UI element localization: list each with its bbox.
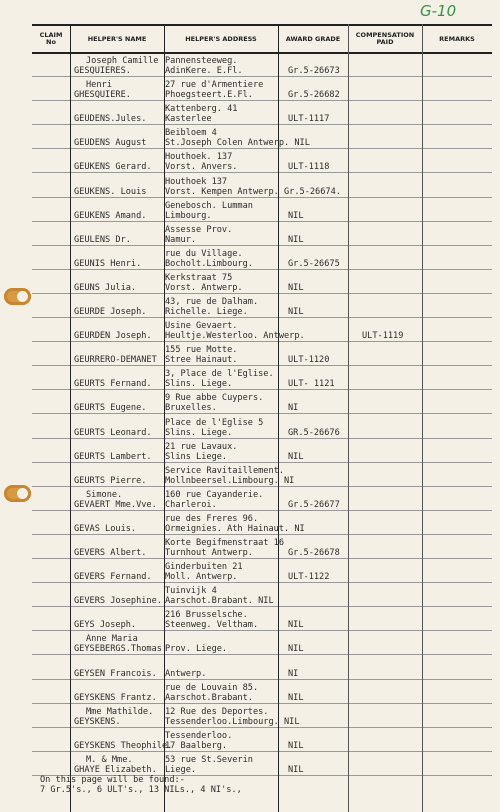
award-grade-cell-text: NIL bbox=[288, 210, 304, 221]
helper-address-cell-text: Kasterlee bbox=[165, 114, 212, 125]
award-grade-cell bbox=[288, 293, 348, 318]
helper-address-cell bbox=[165, 606, 278, 631]
helper-address-cell-text: Heultje.Westerloo. Antwerp. bbox=[165, 331, 305, 342]
helper-name-cell-text: GEYSKENS Theophile. bbox=[74, 740, 173, 751]
binder-hole bbox=[4, 485, 31, 502]
helper-name-cell-text: GHAYE Elizabeth. bbox=[74, 764, 157, 775]
helper-name-cell bbox=[74, 173, 164, 198]
award-grade-cell-text: ULT- 1121 bbox=[288, 379, 335, 390]
award-grade-cell bbox=[288, 655, 348, 680]
award-grade-cell bbox=[288, 100, 348, 125]
helper-address-cell-text: Limbourg. bbox=[165, 210, 212, 221]
table-row bbox=[32, 438, 492, 463]
helper-address-cell-text: Richelle. Liege. bbox=[165, 307, 248, 318]
helper-address-cell bbox=[165, 245, 278, 270]
helper-address-cell bbox=[165, 173, 341, 198]
helper-address-cell-text: Antwerp. bbox=[165, 668, 207, 679]
helper-address-cell-text: Service Ravitaillement. bbox=[165, 465, 284, 476]
table-header bbox=[32, 24, 492, 54]
helper-address-cell-text: rue du Village. bbox=[165, 248, 243, 259]
helper-address-cell-text: Genebosch. Lumman bbox=[165, 200, 253, 211]
helper-address-cell bbox=[165, 727, 278, 752]
compensation-cell bbox=[362, 462, 422, 487]
helper-name-cell-text: GEYSKENS Frantz. bbox=[74, 692, 157, 703]
helper-address-cell-text: Mollnbeersel.Limbourg. NI bbox=[165, 475, 295, 486]
helper-name-cell-text: Mme Mathilde. bbox=[86, 706, 154, 717]
award-grade-cell bbox=[288, 173, 348, 198]
helper-address-cell-text: 43, rue de Dalham. bbox=[165, 297, 259, 308]
helper-address-cell bbox=[165, 703, 300, 728]
helper-name-cell-text: GEYSKENS. bbox=[74, 716, 121, 727]
compensation-cell bbox=[362, 510, 422, 535]
helper-address-cell-text: St.Joseph Colen Antwerp. NIL bbox=[165, 138, 310, 149]
helper-address-cell-text: 160 rue Cayanderie. bbox=[165, 489, 264, 500]
helper-name-cell-text: GEYSEN Francois. bbox=[74, 668, 157, 679]
table-row bbox=[32, 558, 492, 583]
helper-name-cell-text: GEUKENS. Louis bbox=[74, 186, 147, 197]
helper-address-cell bbox=[165, 365, 278, 390]
award-grade-cell-text: NIL bbox=[288, 282, 304, 293]
helper-address-cell-text: 3, Place de l'Eglise. bbox=[165, 369, 274, 380]
summary-line-1: On this page will be found:- bbox=[40, 775, 185, 785]
helper-address-cell bbox=[165, 52, 278, 77]
compensation-cell bbox=[362, 269, 422, 294]
helper-name-cell bbox=[74, 148, 164, 173]
award-grade-cell-text: NIL bbox=[288, 740, 304, 751]
helper-address-cell-text: Houthoek 137 bbox=[165, 176, 228, 187]
compensation-cell bbox=[362, 703, 422, 728]
helper-address-cell bbox=[165, 438, 278, 463]
helper-name-cell bbox=[74, 727, 173, 752]
helper-name-cell bbox=[74, 293, 164, 318]
helper-address-cell-text: Ginderbuiten 21 bbox=[165, 562, 243, 573]
compensation-cell bbox=[362, 76, 422, 101]
award-grade-cell-text: NI bbox=[288, 668, 299, 679]
helper-name-cell bbox=[74, 534, 164, 559]
helper-name-cell-text: GEVAERT Mme.Vve. bbox=[74, 499, 157, 510]
helper-name-cell bbox=[74, 389, 164, 414]
table-row bbox=[32, 148, 492, 173]
compensation-cell bbox=[362, 365, 422, 390]
table-row bbox=[32, 341, 492, 366]
helper-name-cell-text: GEYS Joseph. bbox=[74, 620, 137, 631]
helper-address-cell-text: 216 Brusselsche. bbox=[165, 610, 248, 621]
helper-name-cell bbox=[74, 197, 164, 222]
helper-name-cell bbox=[74, 582, 164, 607]
header-award-grade: AWARD GRADE bbox=[285, 34, 341, 43]
helper-address-cell bbox=[165, 197, 278, 222]
header-helper-address: HELPER'S ADDRESS bbox=[185, 34, 257, 43]
compensation-cell bbox=[362, 52, 422, 77]
table-row bbox=[32, 100, 492, 125]
helper-name-cell bbox=[74, 221, 164, 246]
compensation-cell bbox=[362, 414, 422, 439]
award-grade-cell-text: Gr.5-26682 bbox=[288, 90, 340, 101]
award-grade-cell-text: NI bbox=[288, 403, 299, 414]
award-grade-cell-text: NIL bbox=[288, 620, 304, 631]
helper-name-cell bbox=[74, 655, 164, 680]
helper-name-cell-text: GHESQUIERE. bbox=[74, 90, 131, 101]
helper-name-cell-text: GEVERS Fernand. bbox=[74, 572, 152, 583]
compensation-cell bbox=[362, 341, 422, 366]
helper-address-cell-text: Turnhout Antwerp. bbox=[165, 548, 253, 559]
award-grade-cell bbox=[288, 751, 348, 776]
helper-address-cell bbox=[165, 630, 278, 655]
column-divider bbox=[70, 24, 71, 812]
helper-name-cell-text: GEURTS Lambert. bbox=[74, 451, 152, 462]
table-row bbox=[32, 606, 492, 631]
helper-name-cell bbox=[74, 751, 164, 776]
helper-name-cell-text: GEYSEBERGS.Thomas. bbox=[74, 644, 168, 655]
helper-address-cell bbox=[165, 462, 295, 487]
helper-address-cell-text: 12 Rue des Deportes. bbox=[165, 706, 269, 717]
compensation-cell bbox=[362, 486, 422, 511]
helper-name-cell bbox=[74, 558, 164, 583]
award-grade-cell bbox=[288, 510, 348, 535]
compensation-cell bbox=[362, 173, 422, 198]
compensation-cell bbox=[362, 606, 422, 631]
helper-address-cell-text: Phoegsteert.E.Fl. bbox=[165, 90, 253, 101]
helper-address-cell-text: 9 Rue abbe Cuypers. bbox=[165, 393, 264, 404]
helper-name-cell bbox=[74, 414, 164, 439]
compensation-cell bbox=[362, 293, 422, 318]
helper-name-cell bbox=[74, 486, 164, 511]
award-grade-cell bbox=[288, 606, 348, 631]
award-grade-cell bbox=[288, 317, 348, 342]
compensation-cell bbox=[362, 558, 422, 583]
helper-address-cell-text: 27 rue d'Armentiere bbox=[165, 80, 264, 91]
helper-address-cell-text: Assesse Prov. bbox=[165, 224, 233, 235]
award-grade-cell-text: NIL bbox=[288, 764, 304, 775]
award-grade-cell-text: NIL bbox=[288, 451, 304, 462]
helper-address-cell bbox=[165, 679, 278, 704]
helper-address-cell bbox=[165, 269, 278, 294]
header-compensation-paid: COMPENSATION PAID bbox=[355, 31, 415, 46]
table-row bbox=[32, 534, 492, 559]
helper-address-cell-text: Aarschot.Brabant. NIL bbox=[165, 596, 274, 607]
table-row bbox=[32, 510, 492, 535]
helper-address-cell-text: Aarschot.Brabant. bbox=[165, 692, 253, 703]
helper-address-cell bbox=[165, 414, 278, 439]
table-row bbox=[32, 727, 492, 752]
award-grade-cell bbox=[288, 438, 348, 463]
header-claim: CLAIM No bbox=[39, 31, 63, 46]
compensation-cell bbox=[362, 751, 422, 776]
ledger-table bbox=[32, 24, 492, 812]
helper-name-cell bbox=[74, 438, 164, 463]
compensation-cell-text: ULT-1119 bbox=[362, 331, 404, 342]
helper-address-cell-text: Kattenberg. 41 bbox=[165, 104, 238, 115]
compensation-cell bbox=[362, 148, 422, 173]
compensation-cell bbox=[362, 100, 422, 125]
helper-address-cell bbox=[165, 293, 278, 318]
compensation-cell bbox=[362, 727, 422, 752]
helper-name-cell bbox=[74, 510, 164, 535]
helper-name-cell-text: GEUDENS August bbox=[74, 138, 147, 149]
award-grade-cell bbox=[288, 341, 348, 366]
table-row bbox=[32, 679, 492, 704]
helper-name-cell bbox=[74, 52, 164, 77]
award-grade-cell bbox=[288, 727, 348, 752]
compensation-cell bbox=[362, 534, 422, 559]
helper-name-cell-text: GEUDENS.Jules. bbox=[74, 114, 147, 125]
award-grade-cell bbox=[288, 582, 348, 607]
helper-name-cell bbox=[74, 365, 164, 390]
helper-address-cell-text: Beibloem 4 bbox=[165, 128, 217, 139]
helper-name-cell bbox=[74, 630, 168, 655]
helper-name-cell bbox=[74, 462, 164, 487]
helper-address-cell bbox=[165, 148, 278, 173]
award-grade-cell-text: ULT-1120 bbox=[288, 355, 330, 366]
table-row bbox=[32, 365, 492, 390]
helper-address-cell-text: Bruxelles. bbox=[165, 403, 217, 414]
helper-address-cell-text: Steenweg. Veltham. bbox=[165, 620, 259, 631]
compensation-cell bbox=[362, 245, 422, 270]
table-row bbox=[32, 703, 492, 728]
helper-address-cell bbox=[165, 76, 278, 101]
page-summary bbox=[40, 775, 242, 795]
table-row bbox=[32, 245, 492, 270]
award-grade-cell-text: ULT-1118 bbox=[288, 162, 330, 173]
table-row bbox=[32, 221, 492, 246]
award-grade-cell bbox=[288, 52, 348, 77]
award-grade-cell bbox=[288, 245, 348, 270]
helper-name-cell-text: GEUNS Julia. bbox=[74, 282, 137, 293]
award-grade-cell-text: GR.5-26676 bbox=[288, 427, 340, 438]
helper-name-cell-text: GEURRERO-DEMANET bbox=[74, 355, 157, 366]
compensation-cell bbox=[362, 124, 422, 149]
award-grade-cell bbox=[288, 124, 348, 149]
helper-name-cell-text: Joseph Camille bbox=[86, 56, 159, 67]
helper-address-cell-text: Slins. Liege. bbox=[165, 427, 233, 438]
helper-name-cell-text: M. & Mme. bbox=[86, 754, 133, 765]
award-grade-cell bbox=[288, 558, 348, 583]
helper-address-cell-text: Slins Liege. bbox=[165, 451, 228, 462]
helper-name-cell-text: GEURTS Eugene. bbox=[74, 403, 147, 414]
award-grade-cell bbox=[288, 76, 348, 101]
award-grade-cell-text: NIL bbox=[288, 644, 304, 655]
helper-name-cell bbox=[74, 703, 164, 728]
helper-address-cell bbox=[165, 389, 278, 414]
helper-address-cell-text: AdinKere. E.Fl. bbox=[165, 66, 243, 77]
award-grade-cell bbox=[288, 462, 348, 487]
compensation-cell bbox=[362, 221, 422, 246]
column-divider bbox=[422, 24, 423, 812]
table-row bbox=[32, 630, 492, 655]
helper-address-cell-text: Stree Hainaut. bbox=[165, 355, 238, 366]
helper-name-cell bbox=[74, 269, 164, 294]
helper-name-cell-text: Simone. bbox=[86, 489, 123, 500]
table-row bbox=[32, 293, 492, 318]
helper-address-cell-text: Vorst. Antwerp. bbox=[165, 282, 243, 293]
helper-name-cell bbox=[74, 606, 164, 631]
helper-address-cell-text: Bocholt.Limbourg. bbox=[165, 258, 253, 269]
helper-name-cell-text: GEVAS Louis. bbox=[74, 523, 137, 534]
helper-name-cell-text: GEURTS Pierre. bbox=[74, 475, 147, 486]
helper-address-cell-text: Kerkstraat 75 bbox=[165, 272, 233, 283]
award-grade-cell-text: Gr.5-26673 bbox=[288, 66, 340, 77]
table-row bbox=[32, 76, 492, 101]
helper-address-cell-text: rue des Freres 96. bbox=[165, 513, 259, 524]
helper-address-cell-text: Houthoek. 137 bbox=[165, 152, 233, 163]
award-grade-cell-text: Gr.5-26677 bbox=[288, 499, 340, 510]
table-row bbox=[32, 582, 492, 607]
award-grade-cell-text: ULT-1117 bbox=[288, 114, 330, 125]
award-grade-cell bbox=[288, 679, 348, 704]
helper-name-cell-text: Henri bbox=[86, 80, 112, 91]
helper-address-cell bbox=[165, 124, 310, 149]
helper-name-cell bbox=[74, 76, 164, 101]
helper-name-cell bbox=[74, 679, 164, 704]
helper-address-cell-text: 17 Baalberg. bbox=[165, 740, 228, 751]
table-row bbox=[32, 414, 492, 439]
award-grade-cell bbox=[288, 269, 348, 294]
helper-address-cell-text: Prov. Liege. bbox=[165, 644, 228, 655]
table-row bbox=[32, 751, 492, 776]
helper-address-cell-text: Korte Begifmenstraat 16 bbox=[165, 538, 284, 549]
summary-line-2: 7 Gr.5's., 6 ULT's., 13 NILs., 4 NI's., bbox=[40, 785, 242, 795]
helper-name-cell-text: GEURDEN Joseph. bbox=[74, 331, 152, 342]
helper-name-cell-text: GEURDE Joseph. bbox=[74, 307, 147, 318]
table-row bbox=[32, 197, 492, 222]
helper-name-cell-text: GEURTS Leonard. bbox=[74, 427, 152, 438]
award-grade-cell-text: Gr.5-26678 bbox=[288, 548, 340, 559]
helper-address-cell-text: 53 rue St.Severin bbox=[165, 754, 253, 765]
award-grade-cell bbox=[288, 630, 348, 655]
helper-address-cell-text: Ormeignies. Ath Hainaut. NI bbox=[165, 523, 305, 534]
award-grade-cell bbox=[288, 221, 348, 246]
helper-name-cell-text: GESQUIERES. bbox=[74, 66, 131, 77]
helper-name-cell-text: GEUNIS Henri. bbox=[74, 258, 142, 269]
helper-name-cell bbox=[74, 124, 164, 149]
helper-address-cell-text: Tessenderloo.Limbourg. NIL bbox=[165, 716, 300, 727]
helper-address-cell bbox=[165, 751, 278, 776]
helper-address-cell bbox=[165, 341, 278, 366]
table-row bbox=[32, 655, 492, 680]
table-row bbox=[32, 389, 492, 414]
helper-address-cell-text: Liege. bbox=[165, 764, 197, 775]
helper-address-cell bbox=[165, 100, 278, 125]
page-tag: G-10 bbox=[420, 2, 457, 20]
binder-hole bbox=[4, 288, 31, 305]
table-row bbox=[32, 269, 492, 294]
table-row bbox=[32, 52, 492, 77]
helper-address-cell-text: Pannensteeweg. bbox=[165, 56, 238, 67]
compensation-cell bbox=[362, 197, 422, 222]
table-row bbox=[32, 486, 492, 511]
helper-address-cell-text: Slins. Liege. bbox=[165, 379, 233, 390]
compensation-cell bbox=[362, 655, 422, 680]
helper-name-cell-text: GEVERS Albert. bbox=[74, 548, 147, 559]
award-grade-cell-text: NIL bbox=[288, 234, 304, 245]
award-grade-cell bbox=[288, 703, 348, 728]
award-grade-cell-text: Gr.5-26675 bbox=[288, 258, 340, 269]
award-grade-cell bbox=[288, 486, 348, 511]
helper-name-cell-text: GEUKENS Gerard. bbox=[74, 162, 152, 173]
award-grade-cell bbox=[288, 365, 348, 390]
award-grade-cell-text: NIL bbox=[288, 692, 304, 703]
helper-address-cell-text: Charleroi. bbox=[165, 499, 217, 510]
award-grade-cell bbox=[288, 148, 348, 173]
helper-address-cell-text: Usine Gevaert. bbox=[165, 321, 238, 332]
compensation-cell bbox=[362, 582, 422, 607]
award-grade-cell bbox=[288, 534, 348, 559]
helper-address-cell-text: Tessenderloo. bbox=[165, 730, 233, 741]
helper-address-cell-text: Vorst. Anvers. bbox=[165, 162, 238, 173]
helper-address-cell bbox=[165, 534, 284, 559]
helper-name-cell bbox=[74, 317, 164, 342]
helper-name-cell-text: GEULENS Dr. bbox=[74, 234, 131, 245]
helper-address-cell-text: 21 rue Lavaux. bbox=[165, 441, 238, 452]
helper-name-cell-text: Anne Maria bbox=[86, 634, 138, 645]
award-grade-cell bbox=[288, 389, 348, 414]
helper-address-cell-text: Tuinvijk 4 bbox=[165, 586, 217, 597]
award-grade-cell-text: NIL bbox=[288, 307, 304, 318]
table-row bbox=[32, 173, 492, 198]
helper-address-cell-text: Namur. bbox=[165, 234, 197, 245]
helper-address-cell-text: Moll. Antwerp. bbox=[165, 572, 238, 583]
helper-name-cell-text: GEUKENS Amand. bbox=[74, 210, 147, 221]
compensation-cell bbox=[362, 679, 422, 704]
helper-address-cell-text: rue de Louvain 85. bbox=[165, 682, 259, 693]
helper-name-cell-text: GEURTS Fernand. bbox=[74, 379, 152, 390]
header-remarks: REMARKS bbox=[439, 34, 475, 43]
column-divider bbox=[278, 24, 279, 812]
table-row bbox=[32, 462, 492, 487]
helper-address-cell bbox=[165, 655, 278, 680]
compensation-cell bbox=[362, 630, 422, 655]
table-row bbox=[32, 317, 492, 342]
helper-name-cell bbox=[74, 341, 164, 366]
helper-address-cell-text: Place de l'Eglise 5 bbox=[165, 417, 264, 428]
compensation-cell bbox=[362, 317, 422, 342]
header-helper-name: HELPER'S NAME bbox=[87, 34, 147, 43]
column-divider bbox=[164, 24, 165, 812]
award-grade-cell bbox=[288, 197, 348, 222]
helper-address-cell bbox=[165, 582, 278, 607]
helper-address-cell bbox=[165, 486, 278, 511]
helper-name-cell bbox=[74, 245, 164, 270]
helper-name-cell-text: GEVERS Josephine. bbox=[74, 596, 162, 607]
helper-address-cell-text: Vorst. Kempen Antwerp. Gr.5-26674. bbox=[165, 186, 341, 197]
helper-address-cell bbox=[165, 510, 305, 535]
compensation-cell bbox=[362, 389, 422, 414]
helper-address-cell-text: 155 rue Motte. bbox=[165, 345, 238, 356]
helper-address-cell bbox=[165, 558, 278, 583]
helper-name-cell bbox=[74, 100, 164, 125]
table-row bbox=[32, 124, 492, 149]
column-divider bbox=[348, 24, 349, 812]
compensation-cell bbox=[362, 438, 422, 463]
award-grade-cell-text: ULT-1122 bbox=[288, 572, 330, 583]
award-grade-cell bbox=[288, 414, 348, 439]
helper-address-cell bbox=[165, 317, 305, 342]
helper-address-cell bbox=[165, 221, 278, 246]
